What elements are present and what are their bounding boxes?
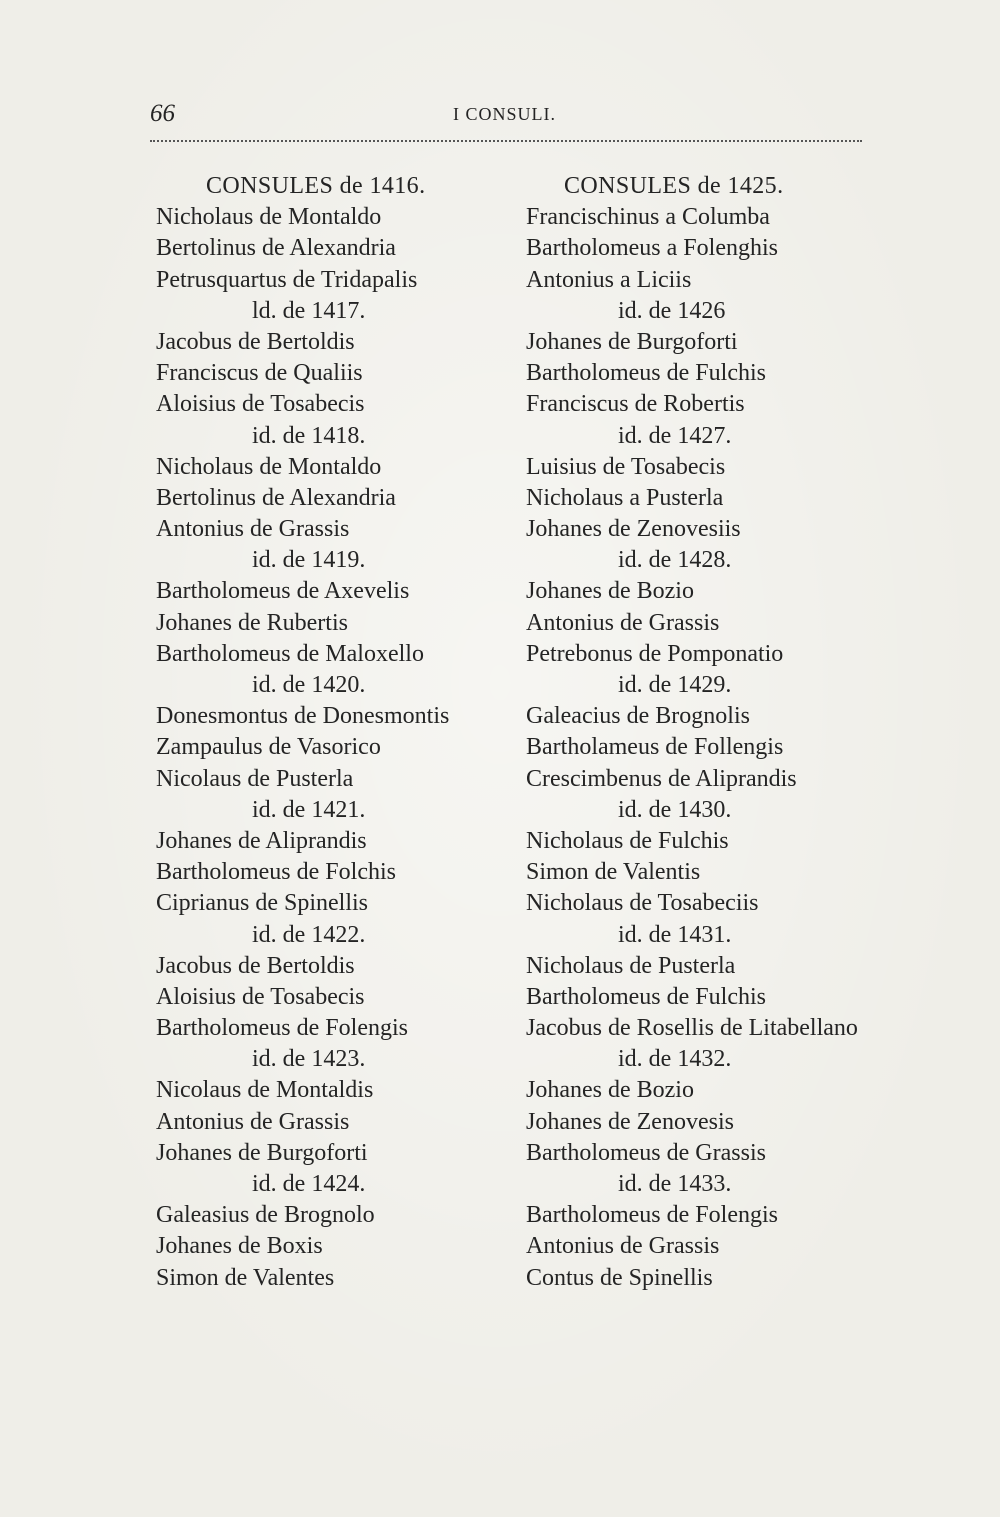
year-subheading: id. de 1432. xyxy=(618,1046,732,1073)
year-subheading: id. de 1422. xyxy=(252,921,366,948)
year-subheading: id. de 1428. xyxy=(618,547,732,574)
year-subheading: id. de 1431. xyxy=(618,921,732,948)
consul-name: Nicholaus de Pusterla xyxy=(526,952,736,979)
consul-name: Nicholaus de Montaldo xyxy=(156,453,382,480)
consul-name: Bartholomeus de Maloxello xyxy=(156,640,424,667)
left-column xyxy=(150,171,500,1294)
consul-name: Nicholaus de Montaldo xyxy=(156,204,382,231)
consul-name: Francischinus a Columba xyxy=(526,204,770,231)
consul-name: Petrebonus de Pomponatio xyxy=(526,640,784,667)
consul-name: Johanes de Burgoforti xyxy=(156,1139,368,1166)
consul-name: Johanes de Boxis xyxy=(156,1233,323,1260)
consul-name: Antonius de Grassis xyxy=(526,609,720,636)
year-subheading: id. de 1430. xyxy=(618,796,732,823)
consul-name: Nicholaus de Fulchis xyxy=(526,827,729,854)
consul-name: Crescimbenus de Aliprandis xyxy=(526,765,797,792)
consul-name: Nicolaus de Pusterla xyxy=(156,765,354,792)
consul-name: Johanes de Bozio xyxy=(526,578,694,605)
consul-name: Zampaulus de Vasorico xyxy=(156,734,381,761)
consul-name: Nicolaus de Montaldis xyxy=(156,1077,374,1104)
consul-name: Bertolinus de Alexandria xyxy=(156,484,396,511)
consul-name: Bartholameus de Follengis xyxy=(526,734,784,761)
year-subheading: ld. de 1417. xyxy=(252,297,366,324)
consul-name: Bartholomeus de Folchis xyxy=(156,859,396,886)
year-subheading: id. de 1418. xyxy=(252,422,366,449)
consul-name: Galeasius de Brognolo xyxy=(156,1202,375,1229)
consul-name: Johanes de Zenovesis xyxy=(526,1108,734,1135)
consul-name: Simon de Valentis xyxy=(526,859,701,886)
consul-name: Luisius de Tosabecis xyxy=(526,453,726,480)
consul-name: Johanes de Zenovesiis xyxy=(526,516,741,543)
running-head xyxy=(150,100,862,132)
consul-name: Antonius de Grassis xyxy=(156,1108,350,1135)
consul-name: Johanes de Bozio xyxy=(526,1077,694,1104)
consul-name: Aloisius de Tosabecis xyxy=(156,391,365,418)
consul-name: Antonius a Liciis xyxy=(526,266,692,293)
page-number: 66 xyxy=(150,100,175,127)
consul-name: Contus de Spinellis xyxy=(526,1264,713,1291)
year-subheading: id. de 1421. xyxy=(252,796,366,823)
consul-name: Petrusquartus de Tridapalis xyxy=(156,266,418,293)
year-subheading: id. de 1424. xyxy=(252,1171,366,1197)
consul-name: Johanes de Aliprandis xyxy=(156,827,367,854)
consul-name: Bartholomeus de Folengis xyxy=(156,1015,408,1042)
consul-name: Bertolinus de Alexandria xyxy=(156,235,396,262)
consul-name: Franciscus de Qualiis xyxy=(156,360,363,387)
consul-name: Donesmontus de Donesmontis xyxy=(156,703,450,730)
consul-name: Nicholaus de Tosabeciis xyxy=(526,890,759,917)
consul-name: Johanes de Rubertis xyxy=(156,609,348,636)
consul-name: Galeacius de Brognolis xyxy=(526,703,750,730)
year-subheading: id. de 1426 xyxy=(618,297,726,324)
year-subheading: id. de 1427. xyxy=(618,422,732,449)
running-title: I CONSULI. xyxy=(453,104,556,124)
year-subheading: id. de 1420. xyxy=(252,672,366,698)
right-column xyxy=(520,171,870,1294)
consul-name: Johanes de Burgoforti xyxy=(526,328,738,355)
year-subheading: id. de 1429. xyxy=(618,672,732,698)
consul-name: Aloisius de Tosabecis xyxy=(156,983,365,1010)
consul-name: Franciscus de Robertis xyxy=(526,391,745,418)
consul-name: Bartholomeus de Folengis xyxy=(526,1202,778,1229)
header-dotted-rule xyxy=(150,140,862,142)
consul-name: Ciprianus de Spinellis xyxy=(156,890,368,917)
consul-name: Bartholomeus de Axevelis xyxy=(156,578,410,605)
year-subheading: id. de 1423. xyxy=(252,1046,366,1073)
year-heading: CONSULES de 1425. xyxy=(564,173,784,199)
consul-name: Nicholaus a Pusterla xyxy=(526,484,724,511)
year-subheading: id. de 1419. xyxy=(252,547,366,574)
consul-name: Bartholomeus a Folenghis xyxy=(526,235,778,262)
consul-name: Antonius de Grassis xyxy=(526,1233,720,1260)
consul-name: Antonius de Grassis xyxy=(156,516,350,543)
consul-name: Simon de Valentes xyxy=(156,1264,335,1291)
consul-name: Jacobus de Bertoldis xyxy=(156,952,355,979)
consul-name: Bartholomeus de Fulchis xyxy=(526,983,766,1010)
consul-name: Bartholomeus de Grassis xyxy=(526,1139,766,1166)
consul-name: Jacobus de Bertoldis xyxy=(156,328,355,355)
year-subheading: id. de 1433. xyxy=(618,1171,732,1197)
consul-name: Jacobus de Rosellis de Litabellano xyxy=(526,1015,858,1042)
consul-name: Bartholomeus de Fulchis xyxy=(526,360,766,387)
year-heading: CONSULES de 1416. xyxy=(206,173,426,199)
